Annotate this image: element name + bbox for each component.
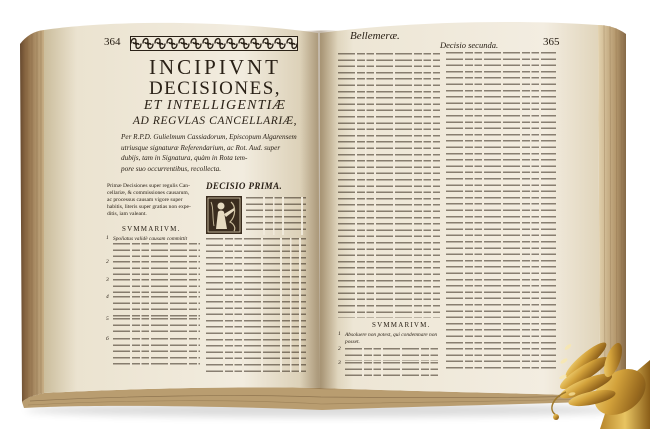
author-line: pore suo occurrentibus, recollecta. (121, 164, 222, 173)
summary-number: 3 (338, 360, 341, 366)
summary-number: 2 (338, 346, 341, 352)
running-head: Bellemeræ. (350, 30, 400, 42)
intro-line: ditis, iam valeant. (107, 211, 147, 217)
intro-line: cellariæ, & commissiones causarum, (107, 190, 190, 196)
decision-heading: DECISIO PRIMA. (206, 181, 283, 191)
author-line: dubijs, tam in Signatura, quàm in Rota tem- (121, 154, 248, 163)
summary-number: 6 (106, 336, 109, 342)
page-number: 364 (104, 36, 121, 48)
summary-text: Spoliatus validè causam committit (113, 236, 188, 242)
title-line-incipiunt: INCIPIVNT (149, 55, 281, 79)
subtitle-line-2: AD REGVLAS CANCELLARIÆ, (132, 115, 298, 127)
author-line: Per R.P.D. Gulielmum Cassiadorum, Episcopum Algarensem (121, 133, 297, 141)
summary-heading: SVMMARIVM. (372, 321, 431, 329)
summary-number: 4 (106, 294, 109, 300)
summary-text: Absoluere non potest, qui condemnare non posset. (345, 332, 438, 345)
intro-line: habitis, literis super gratias non expe- (107, 204, 191, 210)
summary-number: 1 (106, 235, 109, 241)
page-number: 365 (543, 36, 560, 48)
intro-line: ac processus causam vigore super (107, 197, 183, 203)
summary-number: 2 (106, 259, 109, 265)
subtitle-line-1: ET INTELLIGENTIÆ (143, 98, 287, 113)
section-head: Decisio secunda. (440, 40, 499, 50)
intro-line: Primæ Decisiones super regulis Can- (107, 183, 190, 189)
summary-number: 1 (338, 331, 341, 337)
summary-number: 5 (106, 316, 109, 322)
summary-heading: SVMMARIVM. (122, 225, 181, 233)
title-line-decisiones: DECISIONES, (148, 78, 282, 99)
summary-number: 3 (106, 277, 109, 283)
author-line: utriusque signaturæ Referendarium, ac Rot. Aud. super (121, 143, 281, 152)
